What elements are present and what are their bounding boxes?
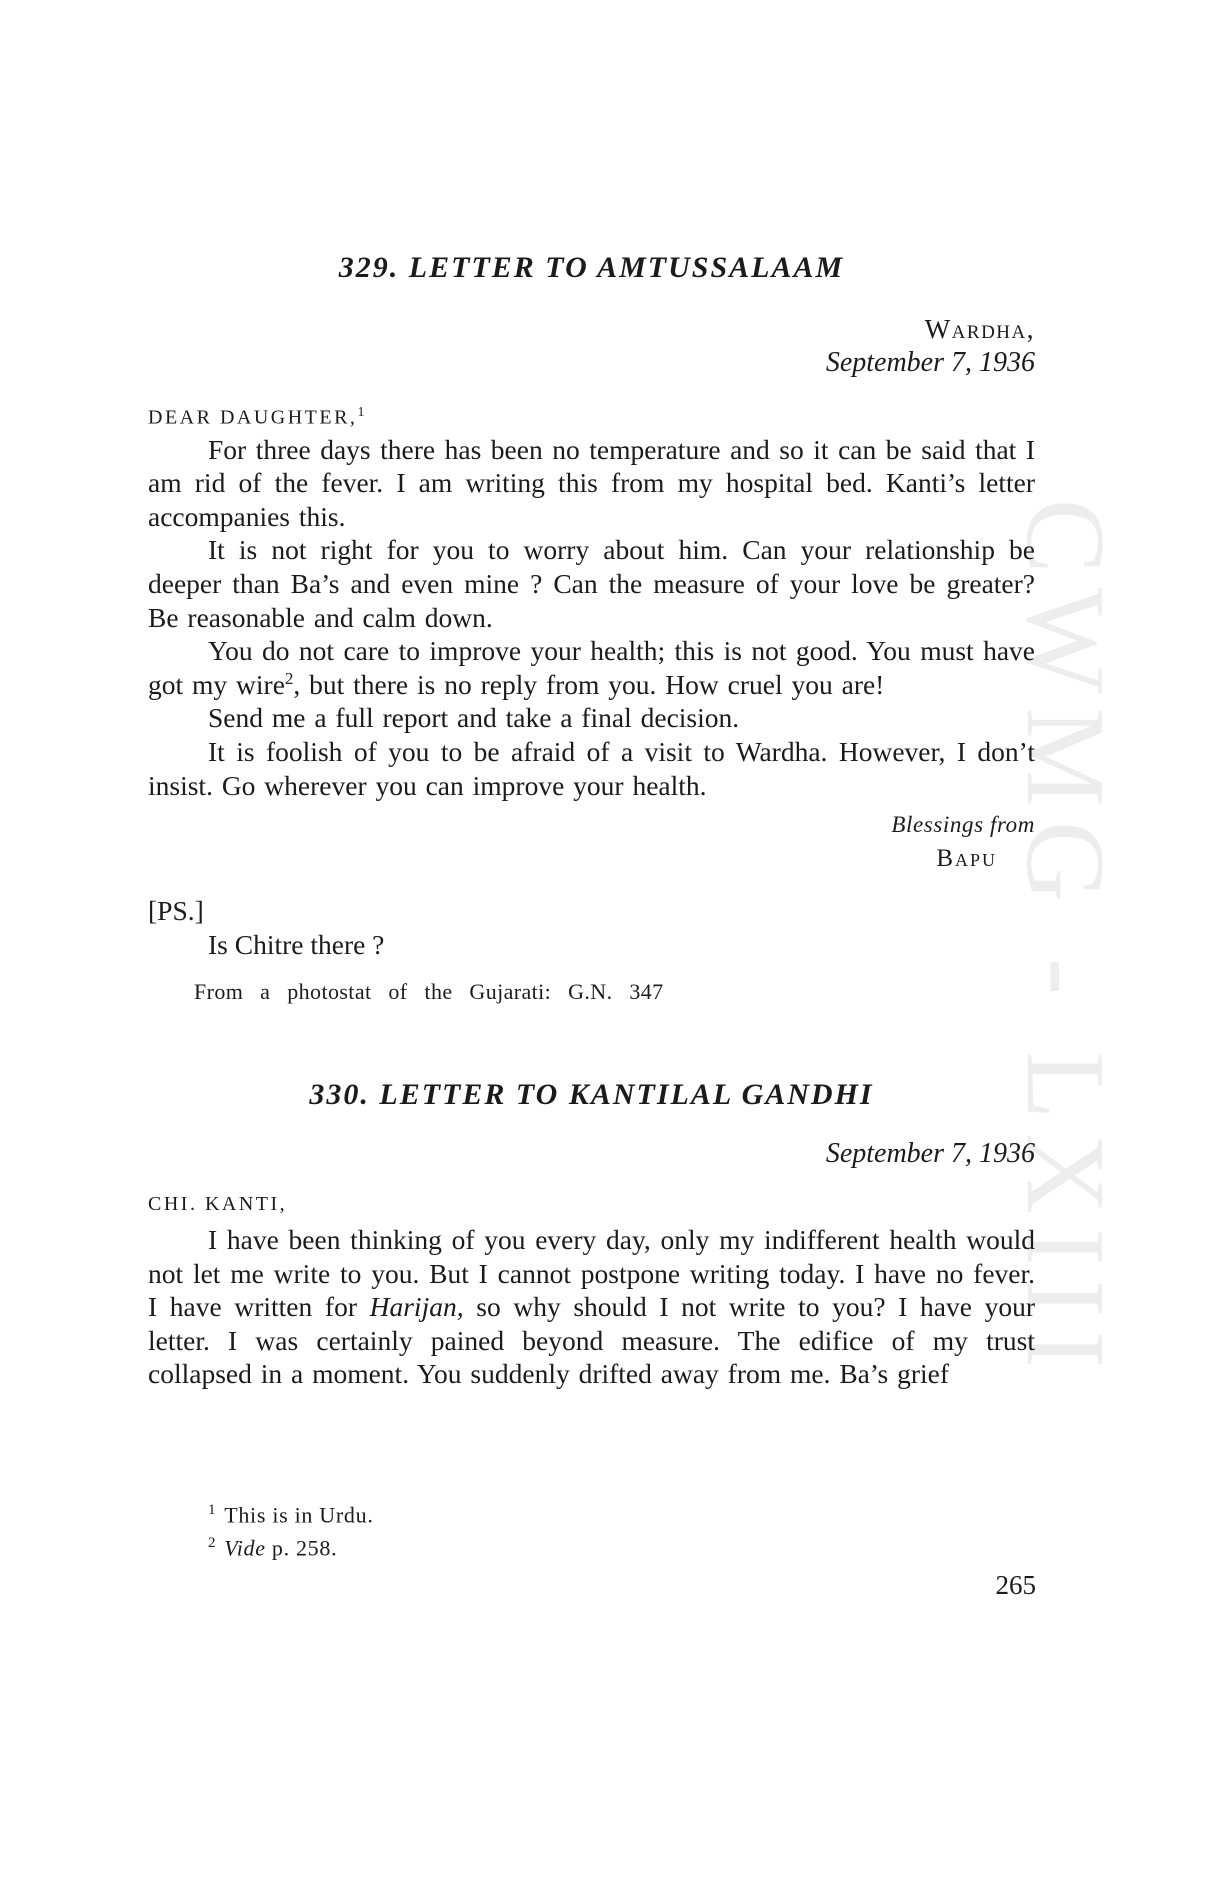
paragraph-text: I have been thinking of you every day, only my indifferent health would not let me write to you. But I cannot postpone writing today. I have no fever. I have written for [148,1223,1035,1323]
letter-329 [148,248,1035,1009]
paragraph [148,1223,1035,1391]
letter-place: Wardha, [924,314,1035,344]
ps-text: Is Chitre there ? [208,928,385,960]
salutation [148,398,1035,433]
footnotes [208,1496,374,1563]
page-number: 265 [995,1570,1036,1600]
signature: Bapu [936,845,997,873]
source-note: From a photostat of the Gujarati: G.N. 347 [194,979,664,1005]
letter-heading: 330. LETTER TO KANTILAL GANDHI [309,1077,874,1111]
paragraph [148,634,1035,701]
letter-heading: 329. LETTER TO AMTUSSALAAM [338,251,845,284]
letter-date: September 7, 1936 [825,1137,1035,1169]
letter-date: September 7, 1936 [825,347,1035,378]
closing: Blessings from [891,812,1035,838]
paragraph: It is not right for you to worry about him. Can your relationship be deeper than Ba’s and even mine ? Can the measure of your love be greater? Be reasonable and calm down. [148,534,1035,633]
paragraph-text: so why should I not write to you? I have your letter. I was certainly pained beyond measure. The edifice of my trust collapsed in a moment. You suddenly drifted away from me. Ba’s grief [148,1291,1035,1390]
salutation: CHI. KANTI, [148,1192,288,1215]
footnote-ref: 1 [357,405,365,420]
ps-label: [PS.] [148,895,204,927]
letter-330 [148,1075,1035,1391]
section-gap [148,1009,1035,1075]
footnote [208,1496,374,1529]
footnote-ref: 2 [284,668,294,688]
footnote-text: p. 258. [265,1535,338,1561]
paragraph-text: You do not care to improve your health; this is not good. You must have got my wire [148,635,1035,700]
footnote [208,1529,374,1562]
footnote-mark: 1 [208,1502,217,1518]
paragraph-text: , but there is no reply from you. How cruel you are! [293,668,885,700]
footnote-mark: 2 [208,1535,217,1552]
italic-text: Harijan, [369,1291,464,1323]
paragraph: It is foolish of you to be afraid of a visit to Wardha. However, I don’t insist. Go wherever you can improve your health. [148,736,1035,801]
watermark-text: CWMG - LXIII [1003,498,1128,1382]
paragraph: For three days there has been no temperature and so it can be said that I am rid of the fever. I am writing this from my hospital bed. Kanti’s letter accompanies this. [148,433,1035,532]
footnote-text: This is in Urdu. [224,1502,374,1528]
paragraph: Send me a full report and take a final decision. [208,702,740,734]
salutation-text: DEAR DAUGHTER, [148,406,358,429]
footnote-italic: Vide [224,1535,266,1561]
page-content [148,248,1035,1391]
